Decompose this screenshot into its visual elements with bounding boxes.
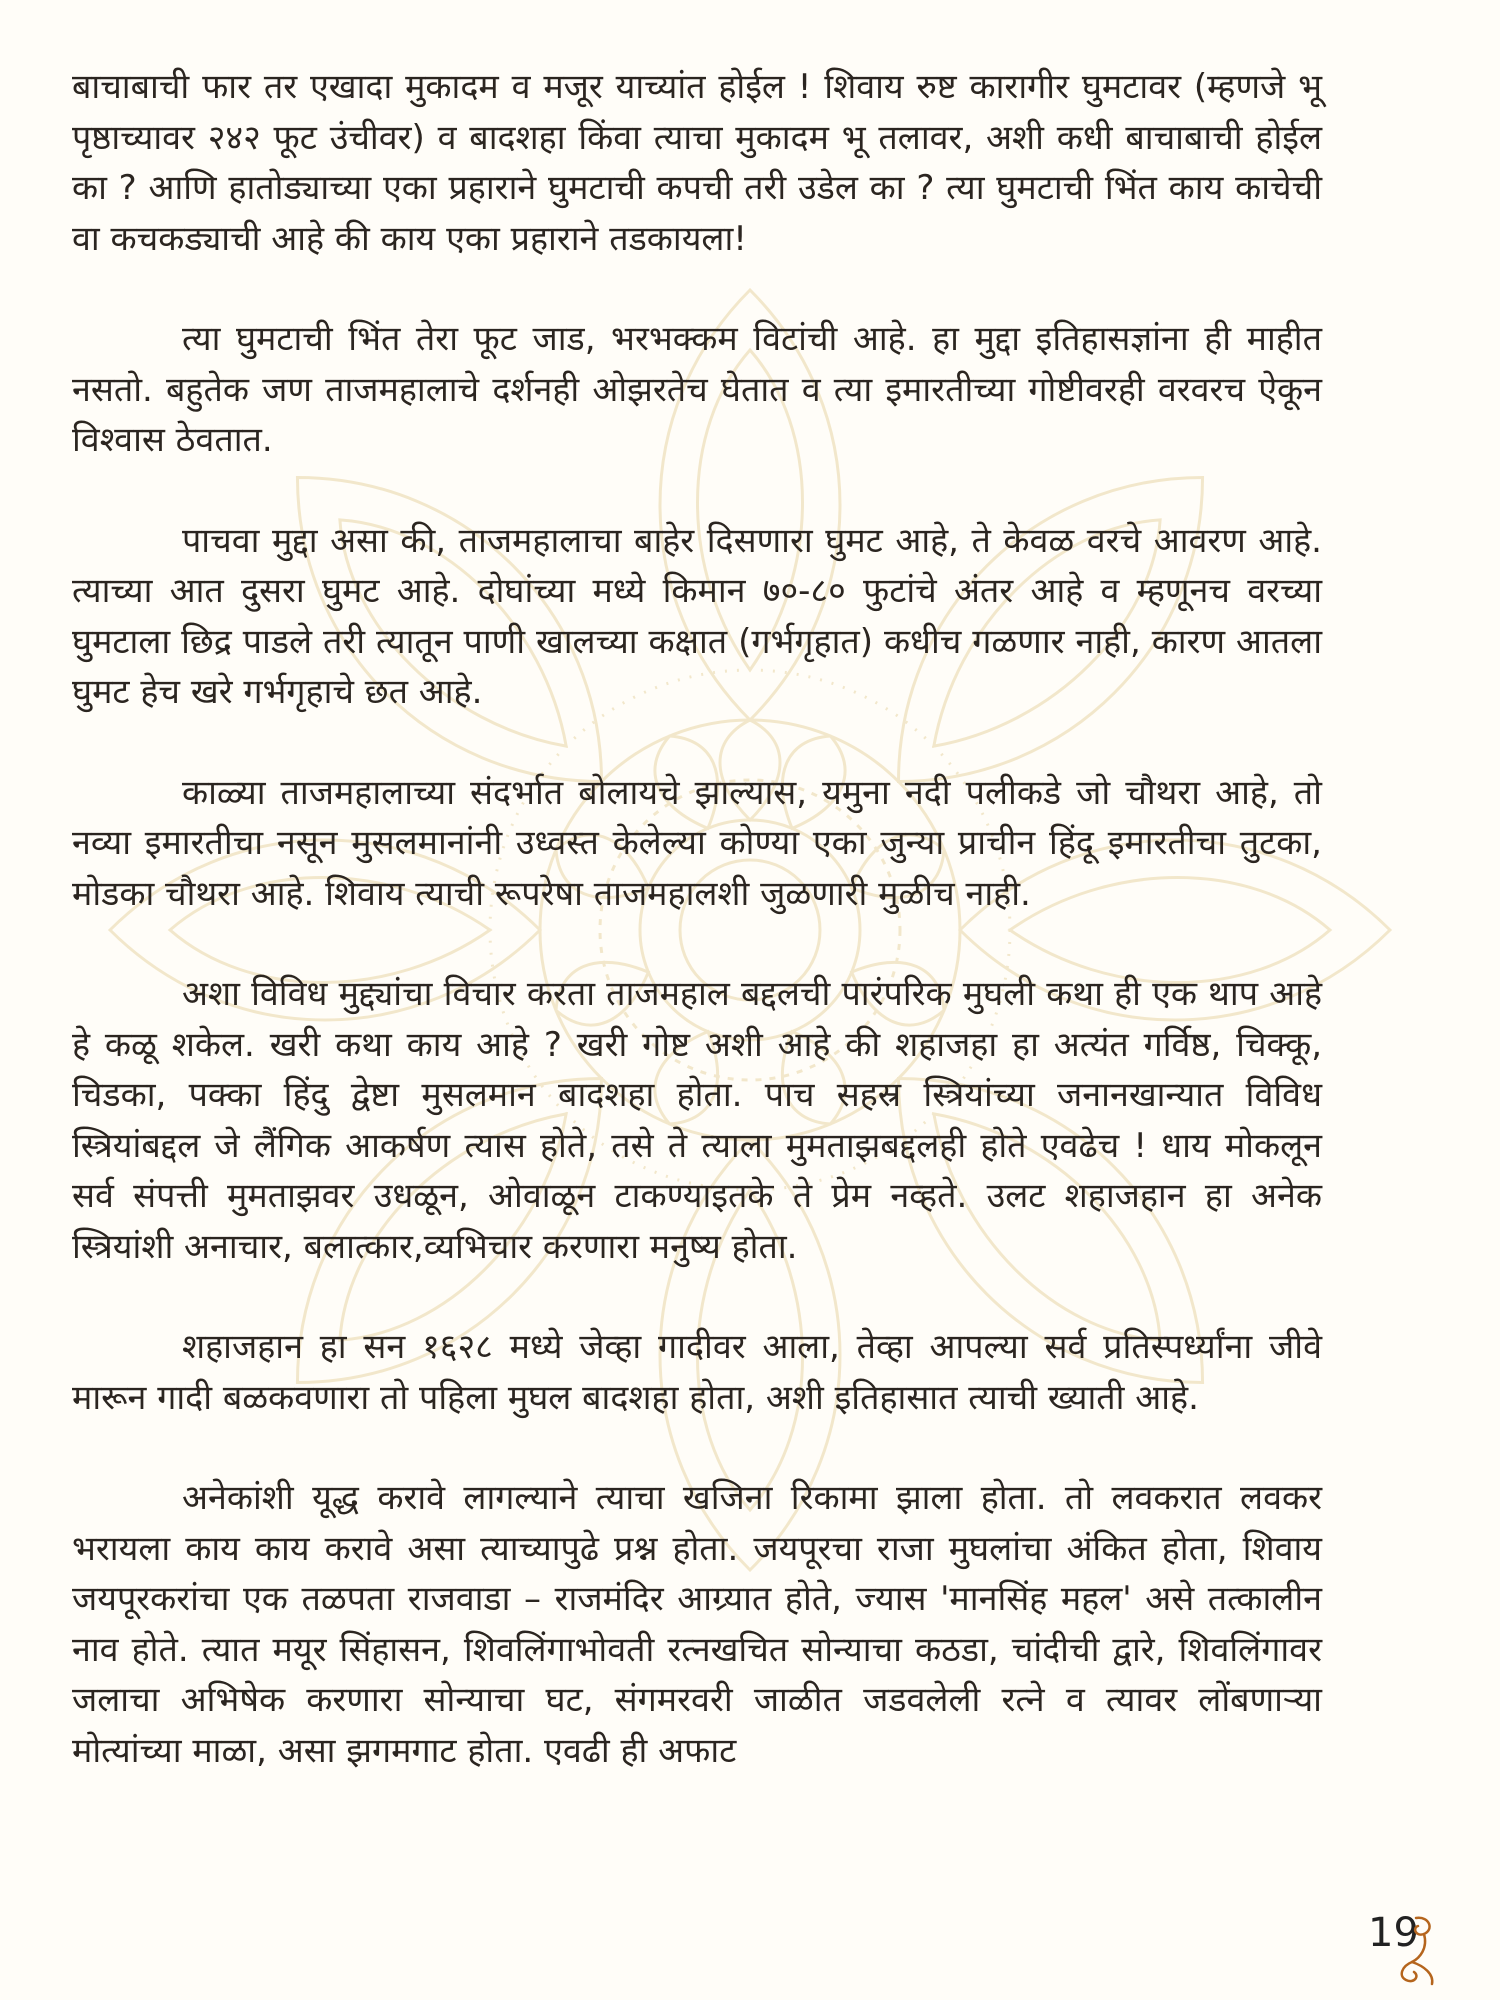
page-number: 19 [1368,1910,1419,1956]
paragraph: काळ्या ताजमहालाच्या संदर्भात बोलायचे झाल्यास, यमुना नदी पलीकडे जो चौथरा आहे, तो नव्या इमारतीचा नसून मुसलमानांनी उध्वस्त केलेल्या कोण्या एका जुन्या प्राचीन हिंदू इमारतीचा तुटका, मोडका चौथरा आहे. शिवाय त्याची रूपरेषा ताजमहालशी जुळणारी मुळीच नाही. [72,772,1322,914]
paragraph: पाचवा मुद्दा असा की, ताजमहालाचा बाहेर दिसणारा घुमट आहे, ते केवळ वरचे आवरण आहे. त्याच्या आत दुसरा घुमट आहे. दोघांच्या मध्ये किमान ७०-८० फुटांचे अंतर आहे व म्हणूनच वरच्या घुमटाला छिद्र पाडले तरी त्यातून पाणी खालच्या कक्षात (गर्भगृहात) कधीच गळणार नाही, कारण आतला घुमट हेच खरे गर्भगृहाचे छत आहे. [72,520,1322,712]
swirl-ornament-icon [1368,1908,1448,1988]
paragraph: त्या घुमटाची भिंत तेरा फूट जाड, भरभक्कम विटांची आहे. हा मुद्दा इतिहासज्ञांना ही माहीत नसतो. बहुतेक जण ताजमहालाचे दर्शनही ओझरतेच घेतात व त्या इमारतीच्या गोष्टीवरही वरवरच ऐकून विश्वास ठेवतात. [72,319,1322,460]
body-text [72,62,1322,1826]
paragraph: शहाजहान हा सन १६२८ मध्ये जेव्हा गादीवर आला, तेव्हा आपल्या सर्व प्रतिस्पर्ध्यांना जीवे मारून गादी बळकवणारा तो पहिला मुघल बादशहा होता, अशी इतिहासात त्याची ख्याती आहे. [72,1327,1322,1418]
paragraph: अशा विविध मुद्द्यांचा विचार करता ताजमहाल बद्दलची पारंपरिक मुघली कथा ही एक थाप आहे हे कळू शकेल. खरी कथा काय आहे ? खरी गोष्ट अशी आहे की शहाजहा हा अत्यंत गर्विष्ठ, चिक्कू, चिडका, पक्का हिंदु द्वेष्टा मुसलमान बादशहा होता. पाच सहस्र स्त्रियांच्या जनानखान्यात विविध स्त्रियांबद्दल जे लैंगिक आकर्षण त्यास होते, तसे ते त्याला मुमताझबद्दलही होते एवढेच ! धाय मोकलून सर्व संपत्ती मुमताझवर उधळून, ओवाळून टाकण्याइतके ते प्रेम नव्हते. उलट शहाजहान हा अनेक स्त्रियांशी अनाचार, बलात्कार,व्यभिचार करणारा मनुष्य होता. [72,974,1322,1267]
paragraph: अनेकांशी यूद्ध करावे लागल्याने त्याचा खजिना रिकामा झाला होता. तो लवकरात लवकर भरायला काय काय करावे असा त्याच्यापुढे प्रश्न होता. जयपूरचा राजा मुघलांचा अंकित होता, शिवाय जयपूरकरांचा एक तळपता राजवाडा – राजमंदिर आग्र्यात होते, ज्यास 'मानसिंह महल' असे तत्कालीन नाव होते. त्यात मयूर सिंहासन, शिवलिंगाभोवती रत्नखचित सोन्याचा कठडा, चांदीची द्वारे, शिवलिंगावर जलाचा अभिषेक करणारा सोन्याचा घट, संगमरवरी जाळीत जडवलेली रत्ने व त्यावर लोंबणाऱ्या मोत्यांच्या माळा, असा झगमगाट होता. एवढी ही अफाट [72,1478,1322,1771]
paragraph: बाचाबाची फार तर एखादा मुकादम व मजूर याच्यांत होईल ! शिवाय रुष्ट कारागीर घुमटावर (म्हणजे भू पृष्ठाच्यावर २४२ फूट उंचीवर) व बादशहा किंवा त्याचा मुकादम भू तलावर, अशी कधी बाचाबाची होईल का ? आणि हातोड्याच्या एका प्रहाराने घुमटाची कपची तरी उडेल का ? त्या घुमटाची भिंत काय काचेची वा कचकड्याची आहे की काय एका प्रहाराने तडकायला! [72,67,1322,259]
